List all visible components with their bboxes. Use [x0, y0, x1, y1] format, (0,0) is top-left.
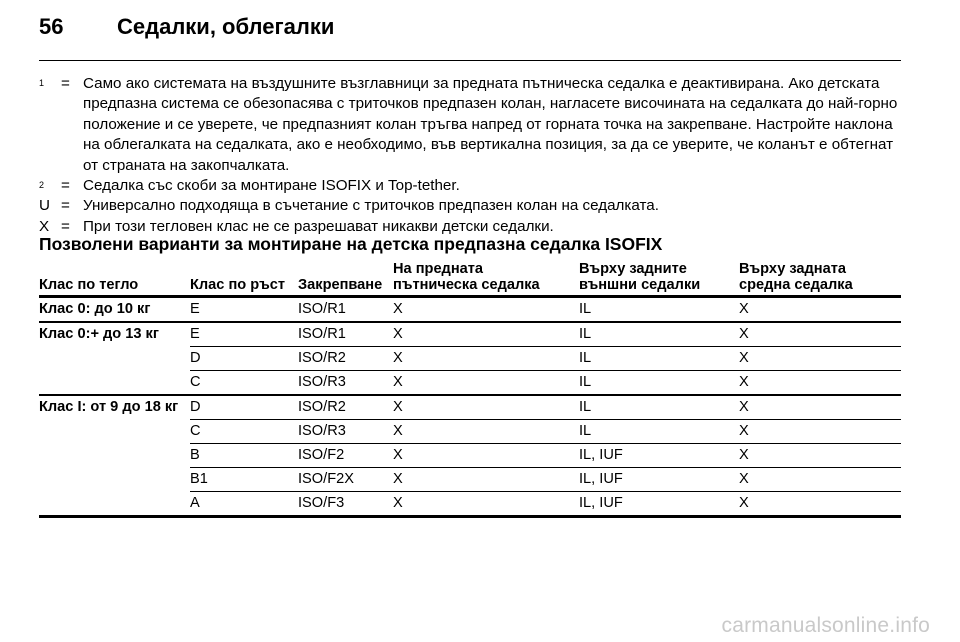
table-cell-size-class: D [190, 395, 298, 420]
header-line: Върху задните [579, 261, 687, 277]
table-cell-size-class: C [190, 420, 298, 444]
table-cell-fixture: ISO/R2 [298, 347, 393, 371]
table-cell-rear-center: X [739, 444, 901, 468]
table-cell-front: X [393, 468, 579, 492]
table-cell-weight-class [39, 444, 190, 468]
table-cell-rear-center: X [739, 322, 901, 347]
col-weight-class-header [39, 261, 190, 297]
table-row [39, 322, 901, 347]
table-cell-weight-class: Клас I: от 9 до 18 кг [39, 395, 190, 420]
table-cell-front: X [393, 444, 579, 468]
footnote-equals: = [61, 75, 70, 92]
table-cell-size-class: B1 [190, 468, 298, 492]
footnote-item [39, 74, 905, 176]
table-cell-front: X [393, 301, 403, 317]
table-cell-fixture: ISO/R1 [298, 322, 393, 347]
table-cell-front: X [393, 322, 579, 347]
table-cell-front: X [393, 420, 579, 444]
table-cell-rear-outer: IL, IUF [579, 468, 739, 492]
table-row [39, 420, 901, 444]
footnote-equals: = [61, 217, 70, 235]
table-cell-weight-class: Клас 0: до 10 кг [39, 301, 151, 317]
table-row [39, 468, 901, 492]
table-cell-weight-class [39, 371, 190, 396]
header-line: средна седалка [739, 277, 853, 293]
footnote-text: Седалка със скоби за монтиране ISOFIX и Top-tether. [83, 177, 460, 195]
table-cell-size-class: D [190, 347, 298, 371]
footnote-text: Универсално подходяща в съчетание с триточков предпазен колан на седалката. [83, 197, 659, 215]
footnote-item [39, 196, 905, 216]
header-line: Клас по тегло [39, 277, 139, 293]
table-cell-front: X [393, 371, 579, 396]
table-header-row [39, 261, 901, 297]
table-cell-rear-center: X [739, 301, 749, 317]
footnote-key: X [39, 217, 50, 235]
table-cell-fixture: ISO/R1 [298, 301, 346, 317]
table-cell-rear-outer: IL [579, 395, 739, 420]
table-cell-fixture: ISO/F2 [298, 444, 393, 468]
table-cell-rear-outer: IL [579, 347, 739, 371]
footnotes [39, 74, 905, 237]
header-line: външни седалки [579, 277, 701, 293]
watermark: carmanualsonline.info [721, 614, 930, 637]
table-cell-rear-center: X [739, 420, 901, 444]
col-size-class-header [190, 261, 298, 297]
table-cell-rear-center: X [739, 347, 901, 371]
col-rear-outer-header [579, 261, 739, 297]
header-line: На предната [393, 261, 484, 277]
table-cell-rear-outer: IL [579, 322, 739, 347]
table-row [39, 347, 901, 371]
table-cell-rear-outer: IL [579, 371, 739, 396]
table-cell-fixture: ISO/R2 [298, 395, 393, 420]
footnote-equals: = [61, 177, 70, 195]
table-cell-weight-class: Клас 0:+ до 13 кг [39, 322, 190, 347]
page-number: 56 [39, 14, 64, 39]
table-cell-fixture: ISO/F3 [298, 492, 393, 517]
page-title: Седалки, облегалки [117, 14, 335, 39]
footnote-key: 1 [39, 78, 45, 88]
footnote-key: 2 [39, 180, 45, 191]
header-divider [39, 60, 901, 61]
header-line: Върху задната [739, 261, 847, 277]
footnote-key: U [39, 197, 50, 215]
table-cell-front: X [393, 492, 579, 517]
table-row [39, 297, 901, 323]
table-cell-weight-class [39, 468, 190, 492]
header-line: пътническа седалка [393, 277, 540, 293]
table-row [39, 492, 901, 517]
table-cell-rear-center: X [739, 468, 901, 492]
footnote-item [39, 176, 905, 196]
table-cell-front: X [393, 347, 579, 371]
table-cell-fixture: ISO/R3 [298, 371, 393, 396]
table-cell-rear-outer: IL, IUF [579, 492, 739, 517]
table-cell-size-class: B [190, 444, 298, 468]
table-cell-weight-class [39, 420, 190, 444]
table-cell-size-class: E [190, 322, 298, 347]
table-row [39, 444, 901, 468]
col-rear-center-header [739, 261, 901, 297]
table-row [39, 371, 901, 396]
page-header [39, 14, 334, 50]
col-fixture-header [298, 261, 393, 297]
header-line: Закрепване [298, 277, 383, 293]
table-cell-size-class: C [190, 371, 298, 396]
table-cell-rear-outer: IL, IUF [579, 444, 739, 468]
table-cell-rear-center: X [739, 395, 901, 420]
table-cell-fixture: ISO/F2X [298, 468, 393, 492]
table-cell-rear-outer: IL [579, 301, 592, 317]
header-line: Клас по ръст [190, 277, 286, 293]
table-cell-front: X [393, 395, 579, 420]
table-cell-size-class: E [190, 301, 200, 317]
col-front-seat-header [393, 261, 579, 297]
table-cell-weight-class [39, 347, 190, 371]
footnote-equals: = [61, 197, 70, 215]
section-title: Позволени варианти за монтиране на детска предпазна седалка ISOFIX [39, 234, 663, 254]
table-cell-rear-outer: IL [579, 420, 739, 444]
table-cell-weight-class [39, 492, 190, 517]
table-cell-rear-center: X [739, 492, 901, 517]
footnote-text: Само ако системата на въздушните възглавници за предната пътническа седалка е деактивирана. Ако детската предпазна система се обезопасява с триточков предпазен колан, нагласете височината на седалката до най-горно положение и се уверете, че предпазният колан тръгва напред от горната точка на закрепване. Настройте наклона на облегалката на седалката, ако е необходимо, във вертикална позиция, за да се уверите, че коланът е обтегнат от страната на закопчалката. [83, 75, 898, 174]
table-cell-fixture: ISO/R3 [298, 420, 393, 444]
table-cell-size-class: A [190, 492, 298, 517]
isofix-table [39, 261, 901, 518]
table-cell-rear-center: X [739, 371, 901, 396]
table-row [39, 395, 901, 420]
footnote-text: При този тегловен клас не се разрешават никакви детски седалки. [83, 217, 554, 235]
